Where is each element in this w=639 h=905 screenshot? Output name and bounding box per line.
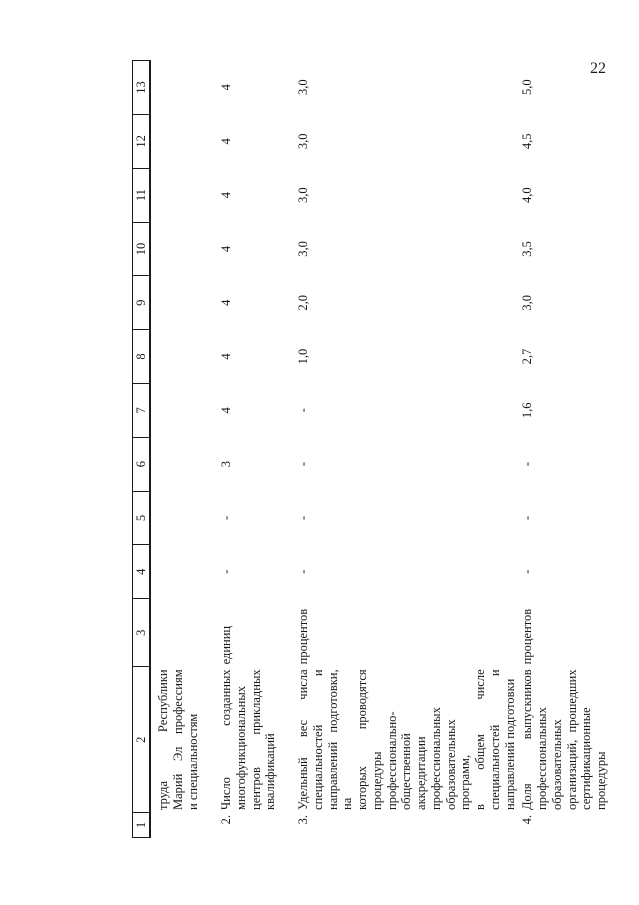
column-header: 12 [133,114,151,168]
indicators-table [132,60,610,838]
value-cell [151,330,216,384]
table-row [517,61,610,838]
rotated-table-wrapper [132,60,627,838]
value-cell: 4,0 [520,187,535,203]
value-cell: - [520,515,535,521]
row-number: 4. [520,814,535,825]
page-number: 22 [590,60,606,77]
indicator-name-line: Доля выпускников [520,669,535,810]
column-header: 5 [133,491,151,545]
column-header: 8 [133,330,151,384]
indicator-name-line: направлений подготовки, на [325,669,355,810]
value-cell: 4 [219,192,233,199]
value-cell: - [296,462,310,467]
indicator-name-line: многофункциональных [233,686,248,810]
unit-cell [151,599,216,667]
indicator-name-line: Число созданных [219,669,233,810]
value-cell: 4 [219,138,233,145]
column-header: 1 [133,812,151,837]
indicator-name-line: и специальностям [185,713,200,810]
row-number: 2. [219,814,233,825]
indicator-name-line: Удельный вес числа [296,669,310,810]
column-header: 13 [133,61,151,115]
indicator-name [293,667,517,813]
value-cell: 3,0 [520,294,535,311]
value-cell: 3,5 [520,241,535,257]
column-header: 6 [133,437,151,491]
indicator-name-line: организаций, прошедших [564,669,579,810]
column-header: 3 [133,599,151,667]
column-header: 9 [133,276,151,330]
indicator-name-line: профессиональных [535,707,549,810]
row-number: 3. [296,814,310,825]
indicator-name [517,667,610,813]
row-number [151,812,216,837]
value-cell: 4 [219,299,233,306]
value-cell: 3,0 [296,241,310,257]
value-cell: 5,0 [520,79,535,96]
value-cell [151,168,216,222]
value-cell [151,114,216,168]
value-cell: 3,0 [296,133,310,150]
column-header: 7 [133,383,151,437]
value-cell: 3,0 [296,79,310,96]
column-header: 10 [133,222,151,276]
value-cell [151,276,216,330]
value-cell [151,222,216,276]
indicator-name-line: специальностей и [310,669,325,810]
indicator-name-line: в общем числе [473,669,487,810]
value-cell: 4 [219,84,233,91]
value-cell: 1,6 [520,402,535,419]
value-cell: 4 [219,245,233,253]
indicator-name-line: которых проводятся [355,669,369,810]
value-cell: 4 [219,353,233,360]
value-cell [151,61,216,115]
value-cell: - [296,408,310,413]
value-cell: - [520,569,535,574]
indicator-name-line: образовательных [549,719,564,810]
column-header: 11 [133,168,151,222]
value-cell: 2,0 [296,294,310,311]
indicator-name-line: процедуры [594,751,608,810]
indicator-name [216,667,293,813]
indicator-name-line: труда Республики [156,669,170,810]
indicator-name-line: аккредитации [414,736,428,810]
indicator-name-line: направлений подготовки [502,678,517,810]
unit-cell: единиц [219,625,233,665]
indicator-name [151,667,216,813]
table-row [151,61,216,838]
value-cell [151,491,216,545]
column-header: 2 [133,667,151,813]
indicator-name-line: образовательных программ, [443,719,473,810]
indicator-name-line: специальностей и [487,669,502,810]
value-cell: 3 [219,461,233,468]
value-cell: - [219,569,233,574]
table-row [293,61,517,838]
indicator-name-line: профессионально- [384,711,399,810]
indicator-name-line: профессиональных [428,707,443,810]
header-row [133,61,151,838]
unit-cell: процентов [296,608,310,665]
value-cell [151,437,216,491]
indicator-name-line: Марий Эл профессиям [170,669,185,810]
value-cell [151,545,216,599]
unit-cell: процентов [520,608,535,665]
value-cell: - [296,515,310,521]
indicator-name-line: общественной [399,733,414,810]
indicator-name-line: сертификационные [579,707,594,810]
value-cell: - [520,462,535,467]
value-cell: 3,0 [296,187,310,203]
column-header: 4 [133,545,151,599]
indicator-name-line: квалификаций [263,733,278,810]
value-cell: 4,5 [520,133,535,150]
value-cell: - [219,515,233,521]
indicator-name-line: процедуры [369,751,384,810]
value-cell [151,383,216,437]
value-cell: 2,7 [520,348,535,365]
indicator-name-line: центров прикладных [248,669,263,810]
value-cell: - [296,569,310,574]
table-row [216,61,293,838]
value-cell: 1,0 [296,348,310,365]
value-cell: 4 [219,407,233,414]
